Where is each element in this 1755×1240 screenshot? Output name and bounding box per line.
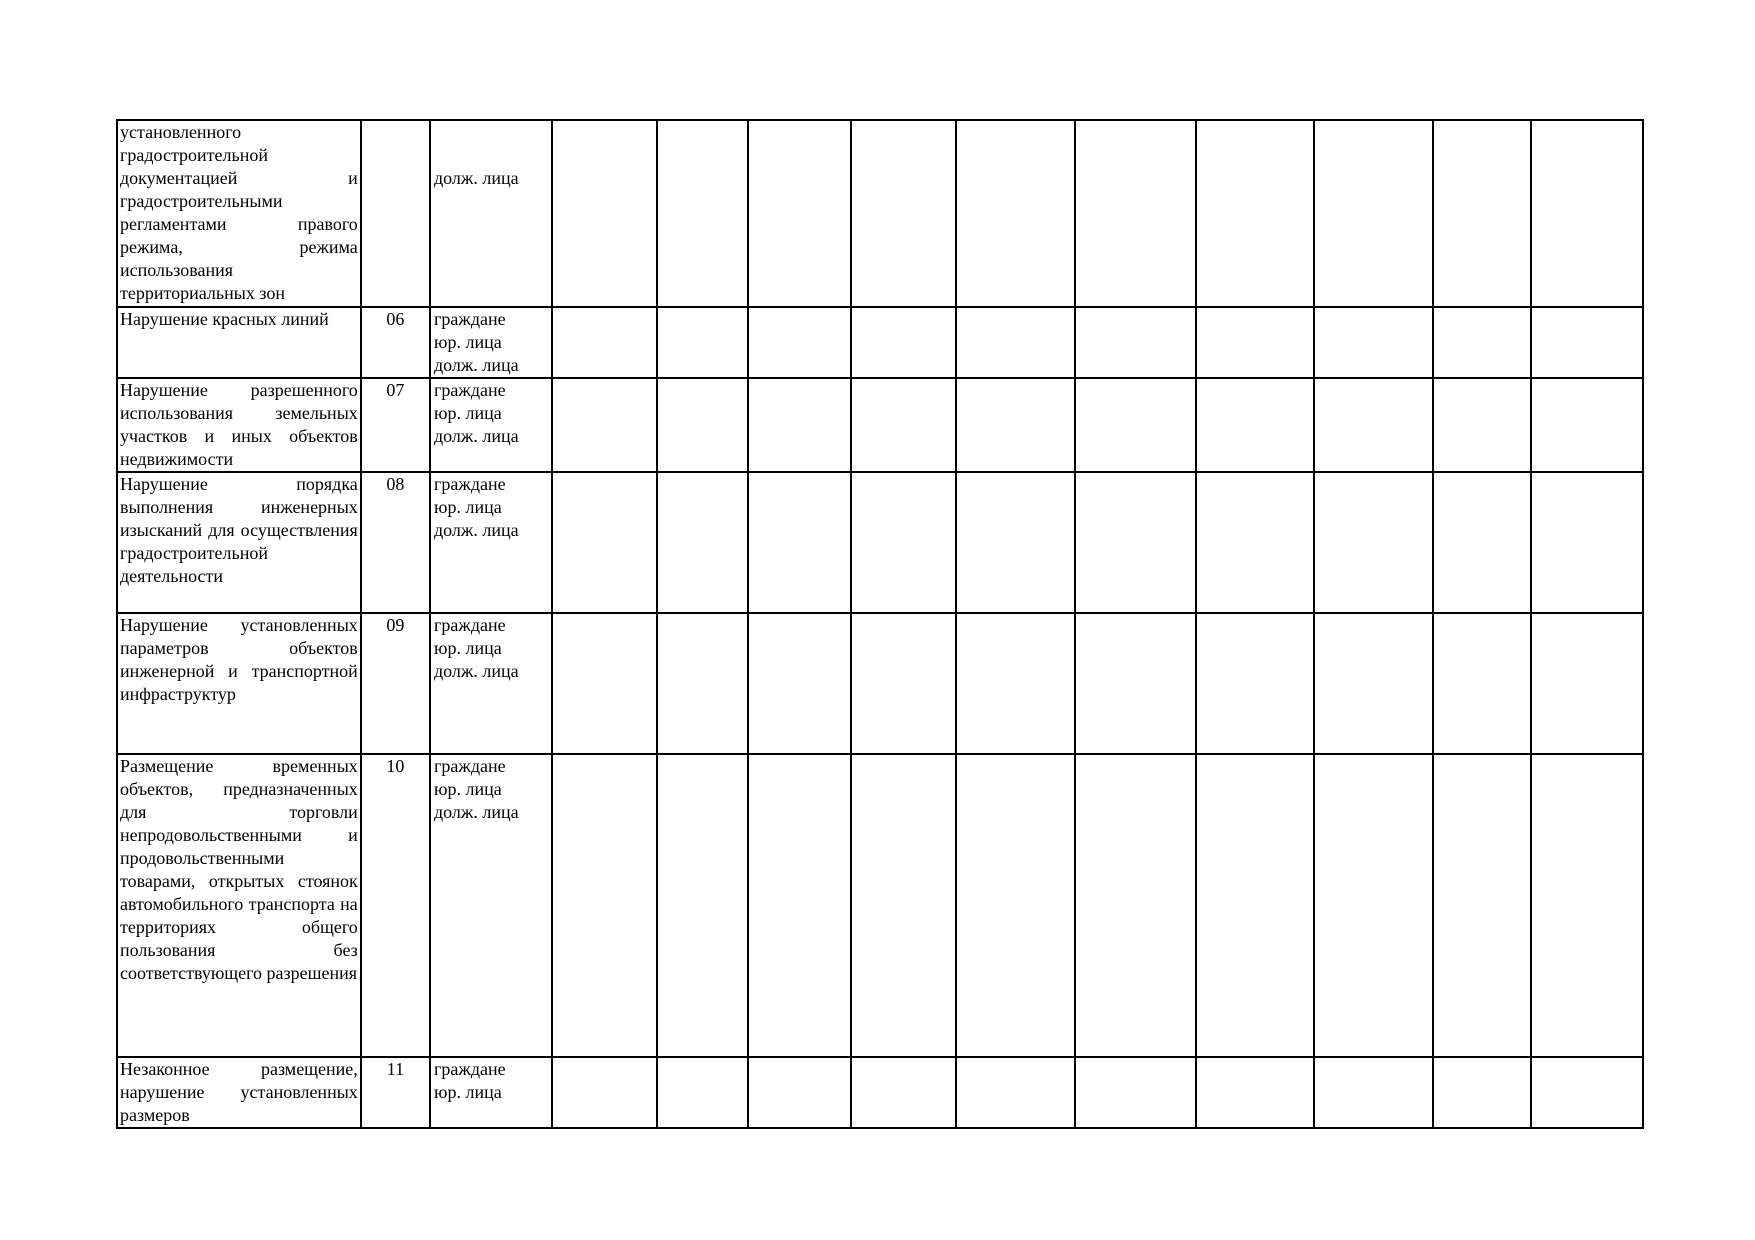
violation-description-cell: Нарушение красных линий bbox=[117, 307, 361, 378]
subject-label: юр. лица bbox=[434, 403, 502, 423]
empty-data-cell bbox=[552, 120, 656, 307]
empty-data-cell bbox=[1531, 1057, 1643, 1128]
empty-data-cell bbox=[1531, 472, 1643, 613]
subject-label: долж. лица bbox=[434, 168, 519, 188]
subject-label: юр. лица bbox=[434, 1082, 502, 1102]
subject-label bbox=[434, 1104, 549, 1127]
empty-data-cell bbox=[657, 754, 748, 1057]
empty-data-cell bbox=[1531, 120, 1643, 307]
empty-data-cell bbox=[657, 472, 748, 613]
empty-data-cell bbox=[748, 754, 851, 1057]
line-code-cell bbox=[361, 120, 430, 307]
empty-data-cell bbox=[851, 754, 955, 1057]
violation-description-cell: Нарушение разрешенного использования земельных участков и иных объектов недвижимости bbox=[117, 378, 361, 472]
empty-data-cell bbox=[552, 307, 656, 378]
table-row bbox=[117, 120, 1643, 307]
line-code-cell: 08 bbox=[361, 472, 430, 613]
table-row bbox=[117, 378, 1643, 472]
empty-data-cell bbox=[1314, 613, 1433, 754]
empty-data-cell bbox=[1433, 613, 1530, 754]
empty-data-cell bbox=[657, 1057, 748, 1128]
empty-data-cell bbox=[1196, 1057, 1313, 1128]
empty-data-cell bbox=[1196, 307, 1313, 378]
empty-data-cell bbox=[1314, 378, 1433, 472]
empty-data-cell bbox=[851, 120, 955, 307]
subject-label: юр. лица bbox=[434, 638, 502, 658]
empty-data-cell bbox=[1314, 754, 1433, 1057]
table-body bbox=[117, 120, 1643, 1128]
empty-data-cell bbox=[1196, 472, 1313, 613]
empty-data-cell bbox=[1196, 613, 1313, 754]
subjects-cell bbox=[430, 613, 552, 754]
empty-data-cell bbox=[1433, 120, 1530, 307]
violation-description-cell: Нарушение установленных параметров объектов инженерной и транспортной инфраструктур bbox=[117, 613, 361, 754]
empty-data-cell bbox=[748, 1057, 851, 1128]
line-code-cell: 06 bbox=[361, 307, 430, 378]
empty-data-cell bbox=[956, 754, 1075, 1057]
empty-data-cell bbox=[1196, 754, 1313, 1057]
empty-data-cell bbox=[1314, 1057, 1433, 1128]
subjects-cell bbox=[430, 754, 552, 1057]
empty-data-cell bbox=[956, 613, 1075, 754]
empty-data-cell bbox=[1196, 120, 1313, 307]
empty-data-cell bbox=[748, 378, 851, 472]
violation-description-cell: Нарушение порядка выполнения инженерных изысканий для осуществления градостроительной деятельности bbox=[117, 472, 361, 613]
empty-data-cell bbox=[1314, 307, 1433, 378]
empty-data-cell bbox=[851, 307, 955, 378]
subject-label: граждане bbox=[434, 380, 506, 400]
subjects-cell bbox=[430, 307, 552, 378]
line-code-cell: 09 bbox=[361, 613, 430, 754]
line-code-cell: 11 bbox=[361, 1057, 430, 1128]
violation-description-cell: установленного градостроительной документацией и градостроительными регламентами правого режима, режима использования территориальных зон bbox=[117, 120, 361, 307]
empty-data-cell bbox=[1531, 754, 1643, 1057]
subject-label: юр. лица bbox=[434, 779, 502, 799]
subject-label: граждане bbox=[434, 615, 506, 635]
empty-data-cell bbox=[1075, 120, 1196, 307]
empty-data-cell bbox=[851, 472, 955, 613]
empty-data-cell bbox=[851, 1057, 955, 1128]
subjects-cell bbox=[430, 472, 552, 613]
subject-label: граждане bbox=[434, 309, 506, 329]
empty-data-cell bbox=[956, 472, 1075, 613]
subject-label: долж. лица bbox=[434, 426, 519, 446]
empty-data-cell bbox=[1075, 754, 1196, 1057]
empty-data-cell bbox=[1075, 307, 1196, 378]
empty-data-cell bbox=[657, 378, 748, 472]
empty-data-cell bbox=[552, 1057, 656, 1128]
subjects-cell bbox=[430, 1057, 552, 1128]
subjects-cell bbox=[430, 120, 552, 307]
subject-label: граждане bbox=[434, 474, 506, 494]
empty-data-cell bbox=[1433, 378, 1530, 472]
empty-data-cell bbox=[657, 307, 748, 378]
table-row bbox=[117, 1057, 1643, 1128]
subject-label bbox=[434, 144, 549, 167]
subject-label: долж. лица bbox=[434, 520, 519, 540]
empty-data-cell bbox=[956, 307, 1075, 378]
table-row bbox=[117, 754, 1643, 1057]
empty-data-cell bbox=[1075, 1057, 1196, 1128]
empty-data-cell bbox=[956, 120, 1075, 307]
report-table bbox=[116, 119, 1644, 1129]
subject-label: граждане bbox=[434, 1059, 506, 1079]
empty-data-cell bbox=[748, 472, 851, 613]
empty-data-cell bbox=[1433, 472, 1530, 613]
empty-data-cell bbox=[851, 378, 955, 472]
empty-data-cell bbox=[1196, 378, 1313, 472]
empty-data-cell bbox=[1075, 472, 1196, 613]
table-row bbox=[117, 472, 1643, 613]
empty-data-cell bbox=[1531, 307, 1643, 378]
empty-data-cell bbox=[956, 378, 1075, 472]
empty-data-cell bbox=[1433, 307, 1530, 378]
empty-data-cell bbox=[1531, 378, 1643, 472]
violation-description-cell: Размещение временных объектов, предназначенных для торговли непродовольственными и продовольственными товарами, открытых стоянок автомобильного транспорта на территориях общего пользования без соответствующего разрешения bbox=[117, 754, 361, 1057]
empty-data-cell bbox=[552, 754, 656, 1057]
empty-data-cell bbox=[657, 613, 748, 754]
subject-label: долж. лица bbox=[434, 802, 519, 822]
subject-label bbox=[434, 121, 549, 144]
subject-label: юр. лица bbox=[434, 497, 502, 517]
empty-data-cell bbox=[1314, 472, 1433, 613]
table-row bbox=[117, 307, 1643, 378]
empty-data-cell bbox=[1433, 1057, 1530, 1128]
line-code-cell: 10 bbox=[361, 754, 430, 1057]
subjects-cell bbox=[430, 378, 552, 472]
empty-data-cell bbox=[1075, 613, 1196, 754]
empty-data-cell bbox=[1433, 754, 1530, 1057]
violation-description-cell: Незаконное размещение, нарушение установленных размеров bbox=[117, 1057, 361, 1128]
empty-data-cell bbox=[1314, 120, 1433, 307]
subject-label: долж. лица bbox=[434, 661, 519, 681]
empty-data-cell bbox=[552, 613, 656, 754]
empty-data-cell bbox=[748, 613, 851, 754]
subject-label: юр. лица bbox=[434, 332, 502, 352]
table-row bbox=[117, 613, 1643, 754]
empty-data-cell bbox=[851, 613, 955, 754]
empty-data-cell bbox=[552, 378, 656, 472]
subject-label: граждане bbox=[434, 756, 506, 776]
empty-data-cell bbox=[748, 120, 851, 307]
line-code-cell: 07 bbox=[361, 378, 430, 472]
empty-data-cell bbox=[1531, 613, 1643, 754]
subject-label: долж. лица bbox=[434, 355, 519, 375]
empty-data-cell bbox=[552, 472, 656, 613]
empty-data-cell bbox=[1075, 378, 1196, 472]
empty-data-cell bbox=[956, 1057, 1075, 1128]
empty-data-cell bbox=[748, 307, 851, 378]
empty-data-cell bbox=[657, 120, 748, 307]
